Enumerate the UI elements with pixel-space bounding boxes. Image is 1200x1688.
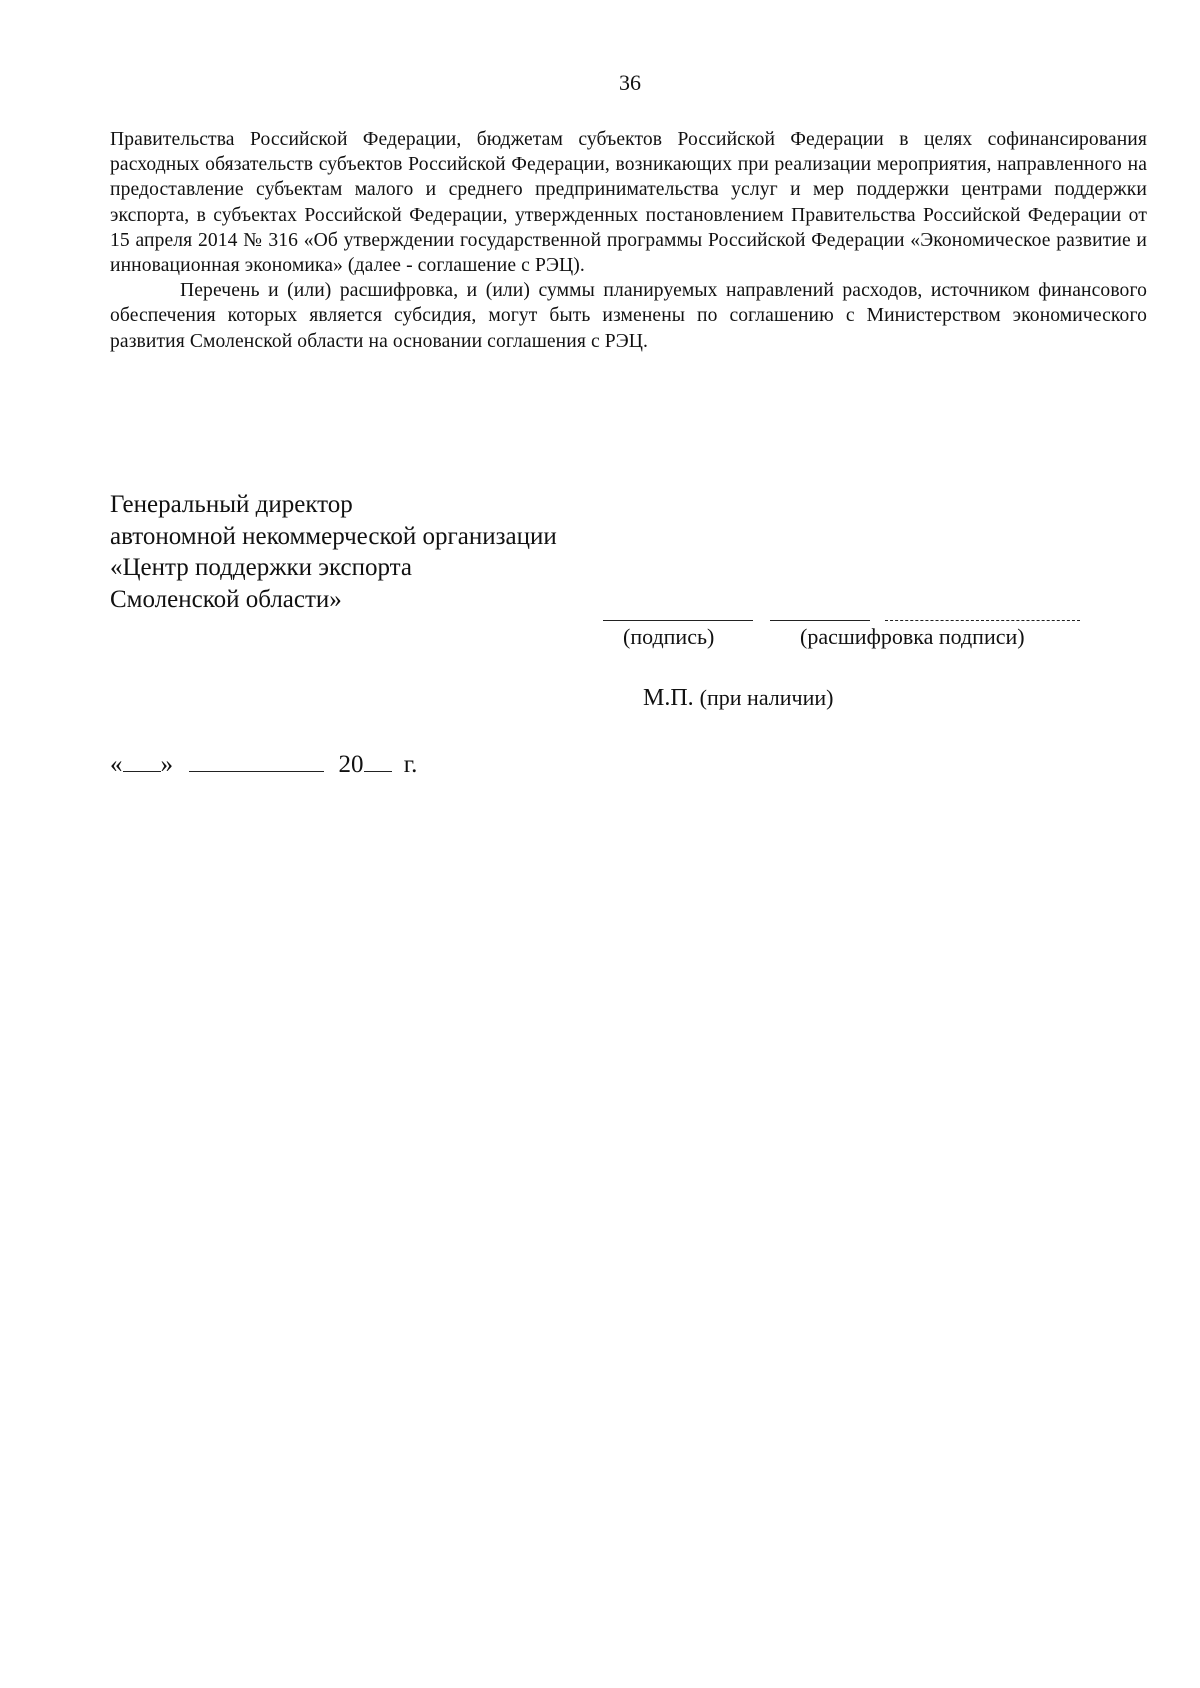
- stamp-mp: М.П.: [643, 685, 694, 711]
- signature-decoding-line: [770, 620, 870, 621]
- signatory-block: [110, 489, 670, 615]
- body-text: [110, 127, 1147, 354]
- signatory-line-3: «Центр поддержки экспорта: [110, 554, 412, 581]
- signature-line: [603, 620, 753, 621]
- date-close-quote: »: [160, 751, 173, 778]
- paragraph-1: Правительства Российской Федерации, бюджетам субъектов Российской Федерации в целях софинансирования расходных обязательств субъектов Российской Федерации, возникающих при реализации мероприятия, направленного на предоставление субъектам малого и среднего предпринимательства услуг и мер поддержки центрами поддержки экспорта, в субъектах Российской Федерации, утвержденных постановлением Правительства Российской Федерации от 15 апреля 2014 № 316 «Об утверждении государственной программы Российской Федерации «Экономическое развитие и инновационная экономика» (далее - соглашение с РЭЦ).: [110, 129, 1147, 277]
- month-blank: [189, 770, 324, 772]
- year-prefix: 20: [338, 751, 364, 778]
- stamp-place: [643, 685, 833, 712]
- year-blank: [364, 770, 392, 772]
- day-blank: [123, 770, 161, 772]
- signatory-line-1: Генеральный директор: [110, 491, 353, 518]
- signature-decoding-caption: (расшифровка подписи): [800, 624, 1025, 649]
- stamp-note: (при наличии): [699, 685, 834, 710]
- signatory-line-2: автономной некоммерческой организации: [110, 522, 557, 550]
- date-line: [110, 751, 417, 779]
- page-number: 36: [619, 70, 641, 95]
- date-open-quote: «: [110, 751, 123, 778]
- signature-caption: (подпись): [623, 624, 715, 649]
- signatory-line-4: Смоленской области»: [110, 585, 342, 613]
- year-suffix: г.: [403, 751, 418, 778]
- signature-decoding-line-extra: [885, 620, 1080, 621]
- paragraph-2: Перечень и (или) расшифровка, и (или) суммы планируемых направлений расходов, источником финансового обеспечения которых является субсидия, могут быть изменены по соглашению с Министерством экономического развития Смоленской области на основании соглашения с РЭЦ.: [110, 280, 1147, 352]
